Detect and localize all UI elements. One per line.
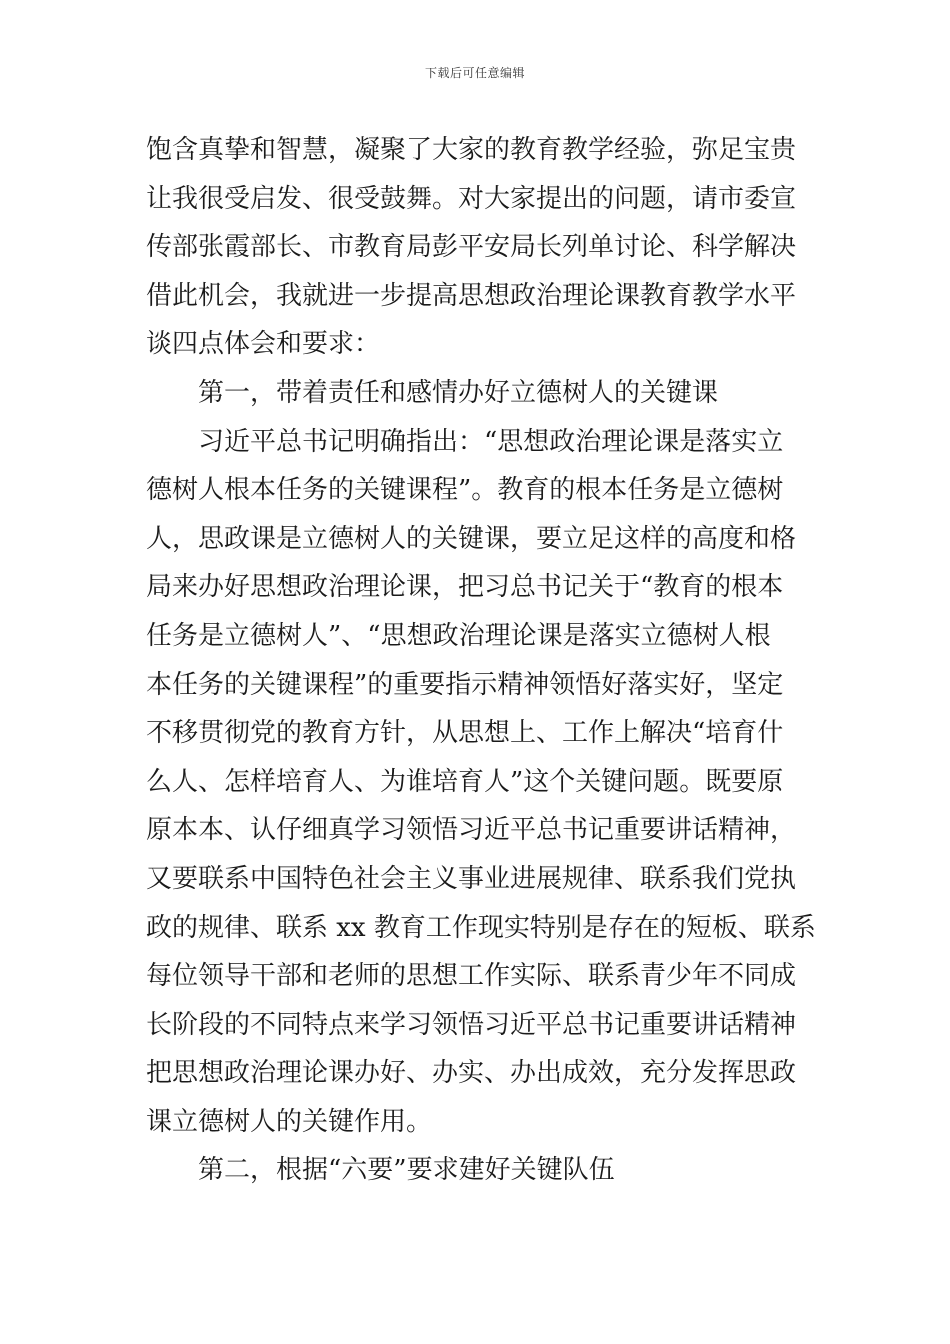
- section-heading-1: 第一，带着责任和感情办好立德树人的关键课: [198, 377, 719, 408]
- page-header: 下载后可任意编辑: [424, 66, 525, 80]
- text-line: 把思想政治理论课办好、办实、办出成效，充分发挥思政: [146, 1058, 797, 1089]
- document-body: [146, 126, 816, 1195]
- text-line: 长阶段的不同特点来学习领悟习近平总书记重要讲话精神: [146, 1009, 797, 1040]
- text-line: 传部张霞部长、市教育局彭平安局长列单讨论、科学解决: [146, 232, 797, 263]
- text-line: 原本本、认仔细真学习领悟习近平总书记重要讲话精神，: [146, 815, 797, 846]
- text-line: 课立德树人的关键作用。: [146, 1106, 433, 1137]
- text-line: 借此机会，我就进一步提高思想政治理论课教育教学水平: [146, 280, 797, 311]
- text-line: 每位领导干部和老师的思想工作实际、联系青少年不同成: [146, 961, 797, 992]
- text-line: 局来办好思想政治理论课，把习总书记关于“教育的根本: [146, 572, 784, 603]
- text-line: 任务是立德树人”、“思想政治理论课是落实立德树人根: [146, 620, 771, 651]
- text-line: 饱含真挚和智慧，凝聚了大家的教育教学经验，弥足宝贵: [146, 135, 797, 165]
- section-heading-2: 第二，根据“六要”要求建好关键队伍: [198, 1155, 615, 1186]
- text-line: 德树人根本任务的关键课程”。教育的根本任务是立德树: [146, 475, 784, 506]
- text-line: 人，思政课是立德树人的关键课，要立足这样的高度和格: [146, 523, 797, 554]
- text-line: 么人、怎样培育人、为谁培育人”这个关键问题。既要原: [146, 766, 784, 797]
- text-line: 谈四点体会和要求：: [146, 329, 381, 360]
- paragraph-start: 习近平总书记明确指出：“思想政治理论课是落实立: [198, 426, 784, 457]
- text-line: 又要联系中国特色社会主义事业进展规律、联系我们党执: [146, 863, 797, 894]
- text-line: 不移贯彻党的教育方针，从思想上、工作上解决“培育什: [146, 718, 784, 749]
- text-line: 政的规律、联系 xx 教育工作现实特别是存在的短板、联系: [146, 912, 816, 943]
- text-line: 本任务的关键课程”的重要指示精神领悟好落实好，坚定: [146, 669, 784, 700]
- text-line: 让我很受启发、很受鼓舞。对大家提出的问题，请市委宣: [146, 183, 797, 214]
